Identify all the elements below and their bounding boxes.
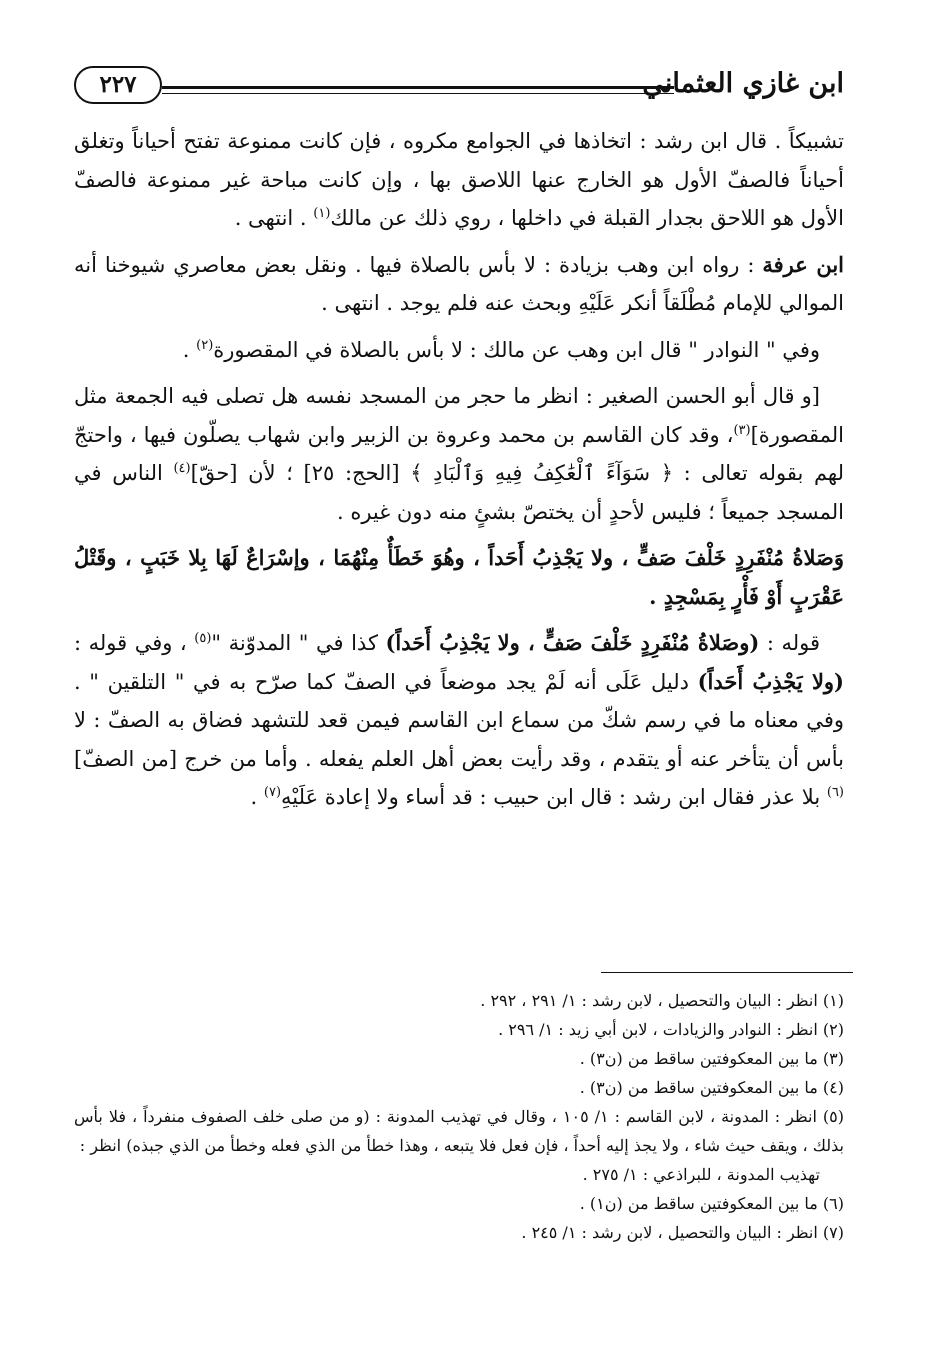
paragraph-3-text: وفي " النوادر " قال ابن وهب عن مالك : لا بأس بالصلاة في المقصورة	[213, 337, 820, 362]
paragraph-3-end: .	[182, 337, 197, 362]
footnote-ref-6: (٦)	[826, 785, 844, 800]
paragraph-2-lead: ابن عرفة	[762, 251, 845, 277]
paragraph-5-text-d: دليل عَلَى أنه لَمْ يجد موضعاً في الصفّ كما صرّح به في " التلقين " . وفي معناه ما في رسم شكّ من سماع ابن القاسم فيمن قعد للتشهد فضاق به الصفّ : لا بأس أن يتأخر عنه أو يتقدم ، وقد رأيت بعض أهل العلم يفعله . وأما من خرج [من الصفّ]	[74, 669, 844, 771]
paragraph-5-matn-quote-2: (ولا يَجْذِبُ أَحَداً)	[697, 668, 844, 694]
footnote-ref-3: (٣)	[733, 422, 751, 438]
paragraph-4-text-b: ، وقد كان القاسم بن محمد وعروة بن الزبير وابن شهاب يصلّون فيها ، واحتجّ لهم بقوله تعالى : ﴿ سَوَآءً ٱلْعَٰكِفُ فِيهِ وَٱلْبَادِ ﴾ [الحج: ٢٥] ؛ لأن [حقّ]	[74, 422, 844, 485]
paragraph-5-text-e: بلا عذر فقال ابن رشد : قال ابن حبيب : قد أساء ولا إعادة عَلَيْهِ	[281, 785, 827, 809]
paragraph-5	[74, 624, 844, 817]
footnote-4: (٤) ما بين المعكوفتين ساقط من (ن٣) .	[579, 1078, 844, 1097]
footnote-ref-5: (٥)	[194, 631, 212, 646]
matn-text: وَصَلاةُ مُنْفَرِدٍ خَلْفَ صَفٍّ ، ولا يَجْذِبُ أَحَداً ، وهُوَ خَطَأٌ مِنْهُمَا ، وإسْرَاعٌ لَهَا بِلا خَبَبٍ ، وقَتْلُ عَقْرَبٍ أَوْ فَأْرٍ بِمَسْجِدٍ .	[74, 545, 844, 609]
running-header	[74, 62, 844, 112]
header-rule-thin	[162, 93, 674, 94]
paragraph-5-matn-quote-1: (وصَلاةُ مُنْفَرِدٍ خَلْفَ صَفٍّ ، ولا يَجْذِبُ أَحَداً)	[385, 630, 760, 655]
footnote-ref-2: (٢)	[196, 337, 214, 353]
footnote-2: (٢) انظر : النوادر والزيادات ، لابن أبي زيد : ١/ ٢٩٦ .	[498, 1020, 844, 1039]
footnote-1: (١) انظر : البيان والتحصيل ، لابن رشد : ١/ ٢٩١ ، ٢٩٢ .	[480, 991, 844, 1010]
header-rule	[162, 86, 674, 89]
footnotes	[74, 986, 844, 1247]
paragraph-5-text-b: كذا في " المدوّنة "	[211, 631, 386, 655]
paragraph-1-end: . انتهى .	[234, 206, 314, 230]
footnote-7: (٧) انظر : البيان والتحصيل ، لابن رشد : ١/ ٢٤٥ .	[521, 1223, 844, 1242]
paragraph-4-text-a: [و قال أبو الحسن الصغير : انظر ما حجر من المسجد نفسه هل تصلى فيه الجمعة مثل المقصورة]	[74, 384, 844, 447]
footnote-6: (٦) ما بين المعكوفتين ساقط من (ن١) .	[579, 1194, 844, 1213]
paragraph-3	[74, 331, 844, 370]
footnote-ref-7: (٧)	[263, 785, 282, 800]
paragraph-1	[74, 122, 844, 238]
footnote-separator	[601, 972, 853, 973]
paragraph-4	[74, 377, 844, 531]
paragraph-1-text: تشبيكاً . قال ابن رشد : اتخاذها في الجوامع مكروه ، فإن كانت ممنوعة تفتح أحياناً وتغلق أحياناً فالصفّ الأول هو الخارج عنها اللاصق بها ، وإن كانت مباحة غير ممنوعة فالصفّ الأول هو اللاحق بجدار القبلة في داخلها ، روي ذلك عن مالك	[74, 129, 844, 230]
paragraph-5-text-c: ، وفي قوله :	[74, 631, 195, 655]
paragraph-2-text: : رواه ابن وهب بزيادة : لا بأس بالصلاة فيها . ونقل بعض معاصري شيوخنا أنه الموالي للإمام مُطْلَقاً أنكر عَلَيْهِ وبحث عنه فلم يوجد . انتهى .	[74, 252, 844, 315]
paragraph-5-text-a: قوله :	[759, 631, 820, 655]
footnote-5: (٥) انظر : المدونة ، لابن القاسم : ١/ ١٠٥ ، وقال في تهذيب المدونة : (و من صلى خلف الصفوف منفرداً ، فلا بأس بذلك ، ويقف حيث شاء ، ولا يجذ إليه أحداً ، فإن فعل فلا يتبعه ، وهذا خطأ من الذي فعله وخطأ من الذي جبذه) انظر :	[74, 1107, 844, 1155]
header-title: ابن غازي العثماني	[642, 68, 844, 99]
paragraph-5-end: .	[250, 785, 264, 809]
footnote-5-continued: تهذيب المدونة ، للبراذعي : ١/ ٢٧٥ .	[582, 1165, 820, 1184]
footnote-3: (٣) ما بين المعكوفتين ساقط من (ن٣) .	[579, 1049, 844, 1068]
paragraph-4-text-c: الناس في المسجد جميعاً ؛ فليس لأحدٍ أن يختصّ بشئٍ منه دون غيره .	[74, 461, 844, 524]
main-text	[74, 122, 844, 825]
footnote-ref-1: (١)	[313, 206, 331, 221]
paragraph-2	[74, 246, 844, 323]
page-number-badge: ٢٢٧	[74, 66, 162, 104]
footnote-ref-4: (٤)	[173, 461, 191, 476]
